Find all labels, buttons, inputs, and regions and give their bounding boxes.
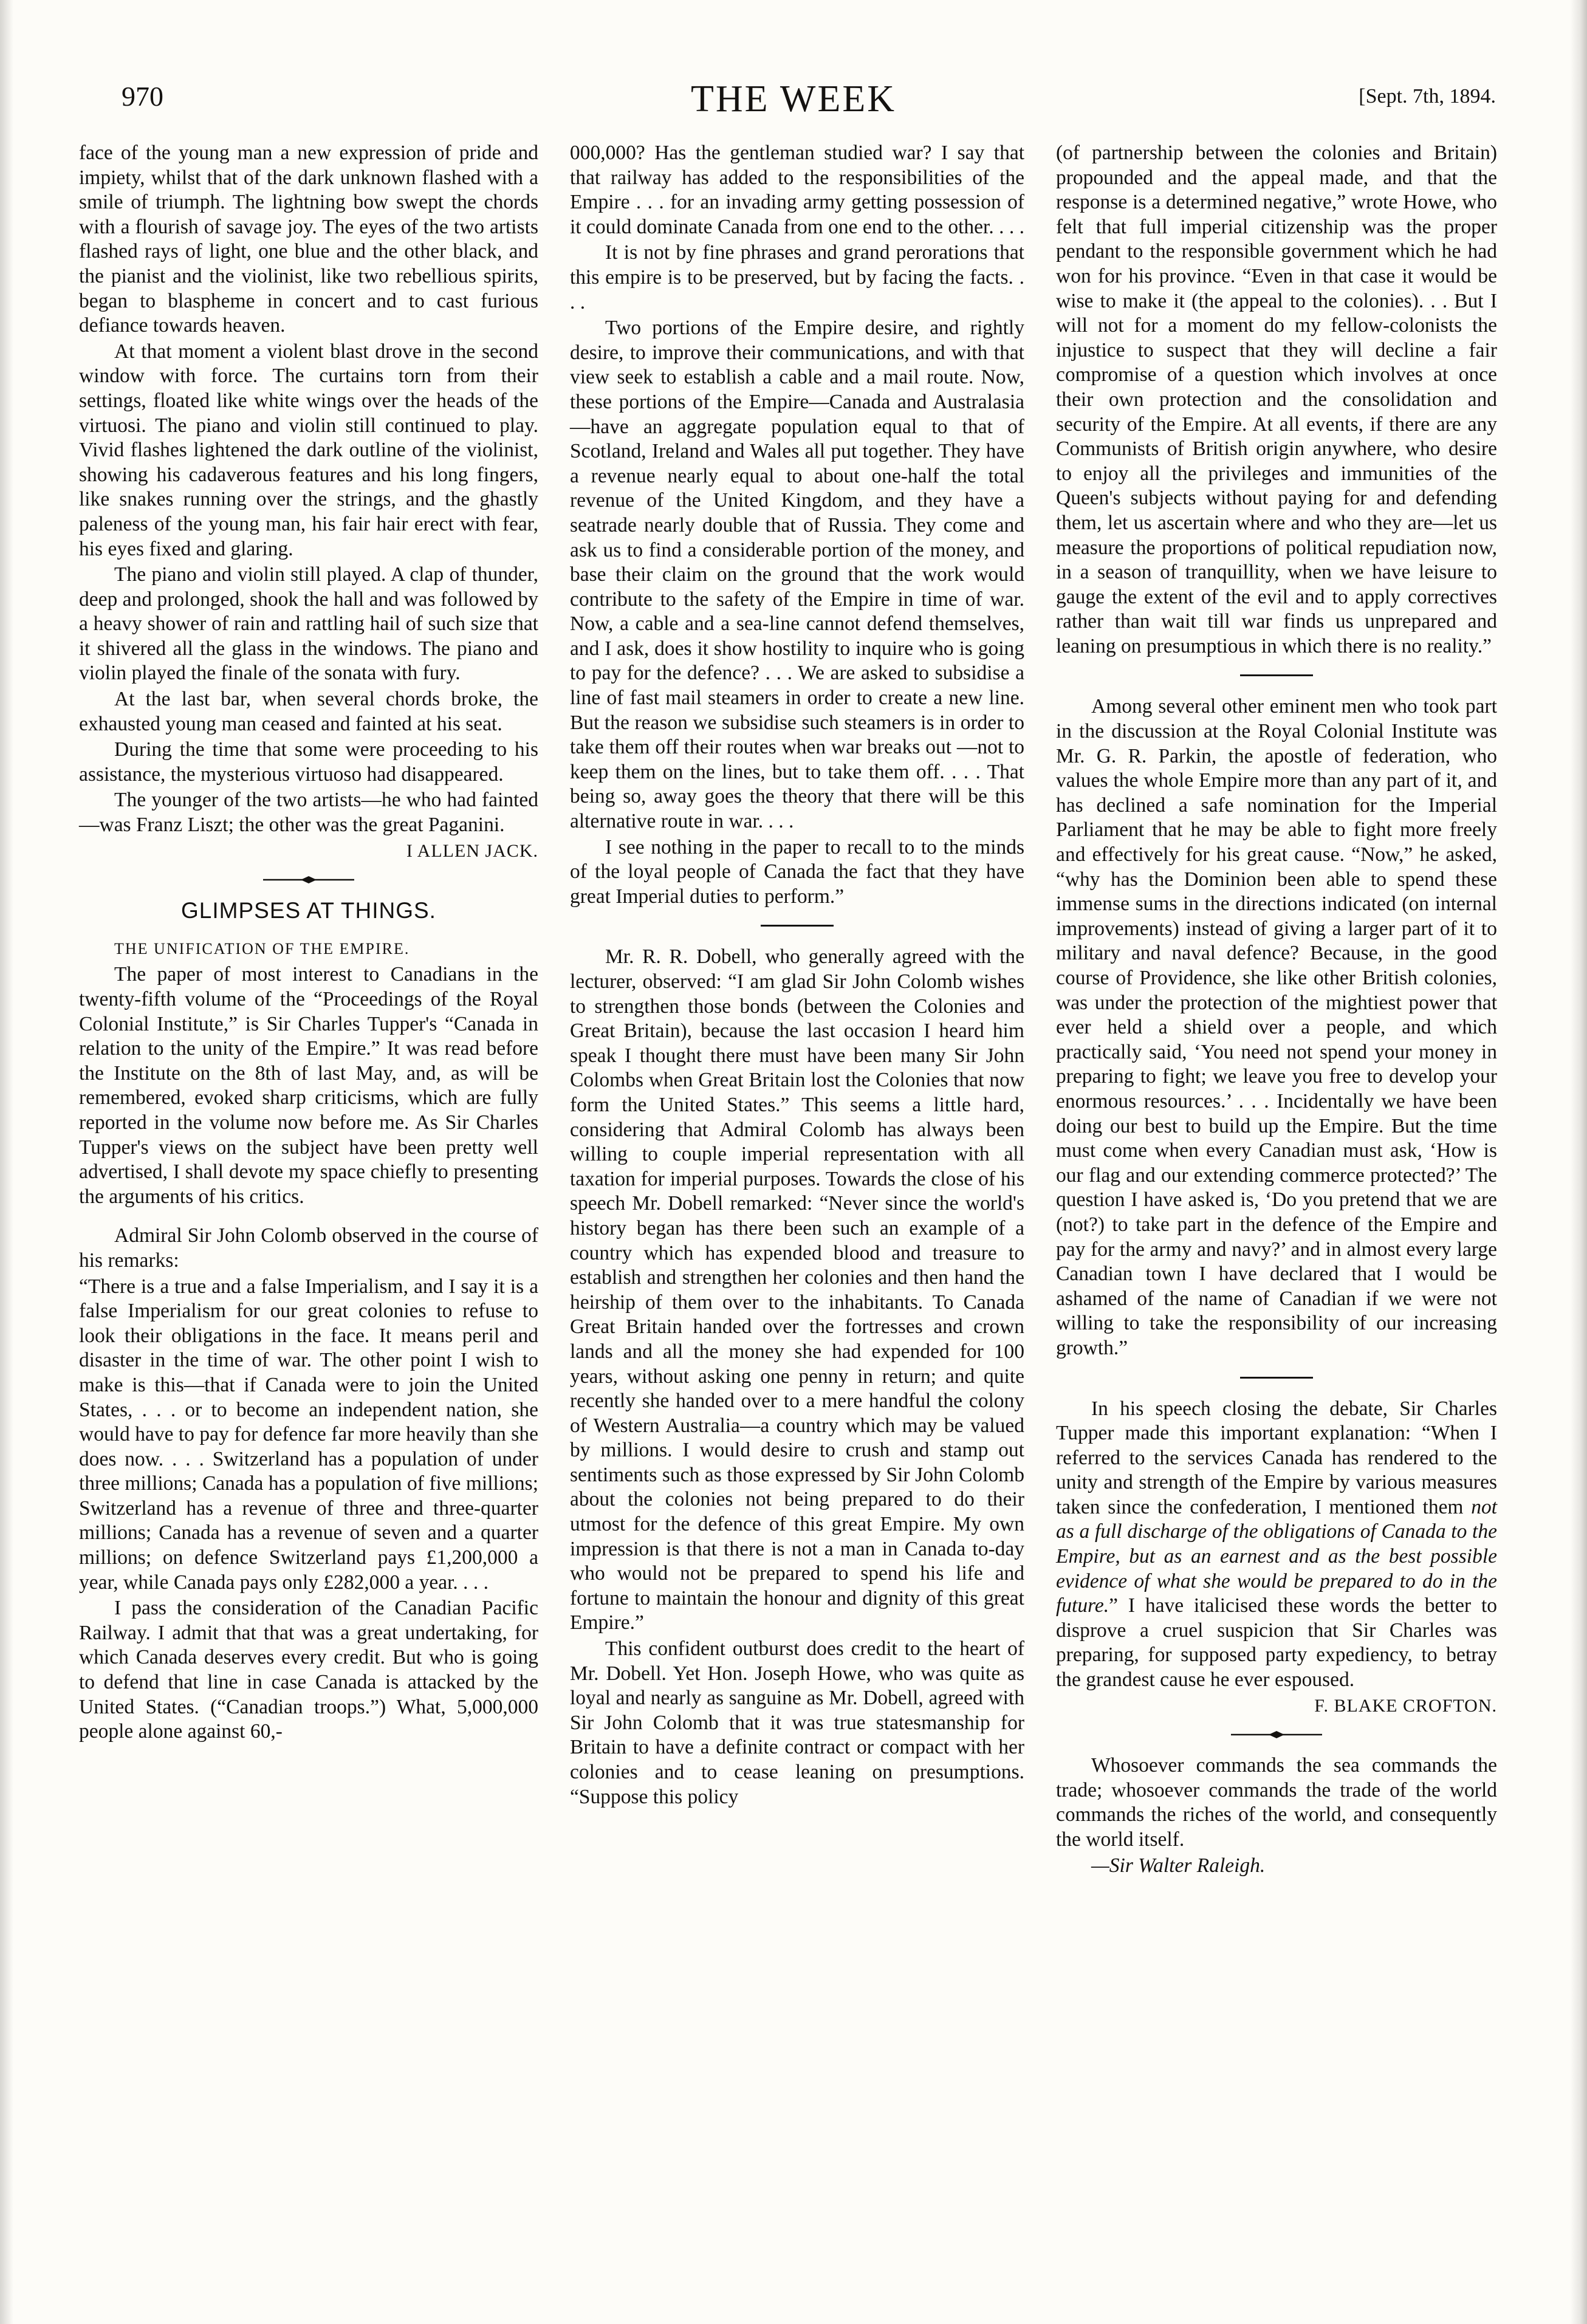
paragraph: At the last bar, when several chords broke, the exhausted young man ceased and fainted at his seat. (79, 688, 538, 735)
section-rule (1240, 674, 1313, 676)
section-rule (1240, 1377, 1313, 1379)
paragraph: Admiral Sir John Colomb observed in the course of his remarks: (79, 1224, 538, 1272)
paragraph: I pass the consideration of the Canadian Pacific Railway. I admit that that was a great undertaking, for which Canada deserves every credit. But who is going to defend that line in case Canada is attacked by the United States. (“Canadian troops.”) What, 5,000,000 people alone against 60,- (79, 1597, 538, 1743)
paragraph: (of partnership between the colonies and Britain) propounded and the appeal made, and that the response is a determined negative,” wrote Howe, who felt that full imperial citizenship was the proper pendant to the responsible government which he had won for his province. “Even in that case it would be wise to make it (the appeal to the colonies). . . But I will not for a moment do my fellow-colonists the injustice to suspect that they will decline a fair compromise of a question which involves at once their own protection and the consolidation and security of the Empire. At all events, if there are any Communists of British origin anywhere, who desire to enjoy all the privileges and immunities of the Queen's subjects without paying for and defending them, let us ascertain where and who they are—let us measure the proportions of political repudiation now, in a season of tranquillity, when we have leisure to gauge the extent of the evil and to apply correctives rather than wait till war finds us unprepared and leaning on presumptious in which there is no reality.” (1056, 142, 1497, 657)
issue-date: [Sept. 7th, 1894. (1359, 85, 1496, 108)
paragraph: Two portions of the Empire desire, and rightly desire, to improve their communications, and with that view seek to establish a cable and a mail route. Now, these portions of the Empire—Canada and Australasia—have an aggregate population equal to that of Scotland, Ireland and Wales all put together. They have a revenue nearly equal to about one-half the total revenue of the United Kingdom, and they have a seatrade nearly double that of Russia. They come and ask us to find a considerable portion of the money, and base their claim on the ground that the work would contribute to the safety of the Empire in time of war. Now, a cable and a sea-line cannot defend themselves, and I ask, does it show hostility to inquire who is going to pay for the defence? . . . We are asked to subsidise a line of fast mail steamers in order to create a new line. But the reason we subsidise such steamers is in order to take them off their routes when war breaks out —not to keep them on the lines, but to take them off. . . . That being so, away goes the theory that there will be this alternative route in war. . . . (570, 317, 1024, 833)
paragraph: At that moment a violent blast drove in the second window with force. The curtains torn from their settings, floated like white wings over the heads of the virtuosi. The piano and violin still continued to play. Vivid flashes lightened the dark outline of the violinist, showing his cadaverous features and his long fingers, like snakes running over the strings, and the ghastly paleness of the young man, his fair hair erect with fear, his eyes fixed and glaring. (79, 340, 538, 560)
epigraph-quote: Whosoever commands the sea commands the trade; whosoever commands the trade of the world commands the riches of the world, and consequently the world itself. (1056, 1754, 1497, 1851)
italicised-passage: not as a full discharge of the obligations of Canada to the Empire, but as an earnest and as the best possible evidence of what she would be prepared to do in the future. (1056, 1495, 1497, 1617)
page-header (0, 73, 1587, 128)
paragraph: During the time that some were proceeding to his assistance, the mysterious virtuoso had disappeared. (79, 738, 538, 786)
author-signature: F. BLAKE CROFTON. (1314, 1695, 1497, 1716)
author-signature: I ALLEN JACK. (406, 840, 538, 861)
ornament-divider (1231, 1730, 1322, 1739)
paragraph: Mr. R. R. Dobell, who generally agreed with the lecturer, observed: “I am glad Sir John Colomb wishes to strengthen those bonds (between the Colonies and Great Britain), because the last occasion I heard him speak I thought there must have been many Sir John Colombs when Great Britain lost the Colonies that now form the United States.” This seems a little hard, considering that Admiral Colomb has always been willing to couple imperial representation with all taxation for imperial purposes. Towards the close of his speech Mr. Dobell remarked: “Never since the world's history began has there been such an example of a country which has expended blood and treasure to establish and strengthen her colonies and then hand the heirship of them over to the inhabitants. To Canada Great Britain handed over the fortresses and crown lands and all the money she had expended for 100 years, without asking one penny in return; and quite recently she handed over to a mere handful the colony of Western Australia—a country which may be valued by millions. I would desire to crush and stamp out sentiments such as those expressed by Sir John Colomb about the colonies not being prepared to do their utmost for the defence of this great Empire. My own impression is that there is not a man in Canada to-day who would not be prepared to spend his life and fortune to maintain the honour and dignity of this great Empire.” (570, 945, 1024, 1634)
section-rule (761, 925, 834, 927)
page-edge-shadow-left (0, 0, 13, 2324)
paragraph: It is not by fine phrases and grand perorations that this empire is to be preserved, but by facing the facts. . . . (570, 241, 1024, 314)
column-1 (79, 141, 538, 1746)
paragraph: This confident outburst does credit to the heart of Mr. Dobell. Yet Hon. Joseph Howe, who was quite as loyal and nearly as sanguine as Mr. Dobell, agreed with Sir John Colomb that it was true statesmanship for Britain to have a definite contract or compact with her colonies and to cease leaning on presumptions. “Suppose this policy (570, 1637, 1024, 1808)
paragraph: Among several other eminent men who took part in the discussion at the Royal Colonial Institute was Mr. G. R. Parkin, the apostle of federation, who values the whole Empire more than any part of it, and has declined a safe nomination for the Imperial Parliament that he may be able to fight more freely and effectively for his great cause. “Now,” he asked, “why has the Dominion been able to spend these immense sums in the directions indicated (on internal improvements) instead of giving a larger part of it to military and naval defence? Because, in the good course of Providence, she like other British colonies, was under the protection of the mightiest power that ever held a shield over a people, and which practically said, ‘You need not spend your money in preparing to fight; we leave you free to develop your enormous resources.’ . . . Incidentally we have been doing our best to build up the Empire. But the time must come when every Canadian must ask, ‘How is our flag and our extending commerce protected?’ The question I have asked is, ‘Do you pretend that we are (not?) to take part in the defence of the Empire and pay for the army and navy?’ and in almost every large Canadian town I have declared that I would be ashamed of the name of Canadian if we were not willing to take the responsibility of our increasing growth.” (1056, 695, 1497, 1359)
paragraph: The piano and violin still played. A clap of thunder, deep and prolonged, shook the hall and was followed by a heavy shower of rain and rattling hail of such size that it shivered all the glass in the windows. The piano and violin played the finale of the sonata with fury. (79, 563, 538, 685)
paragraph: I see nothing in the paper to recall to to the minds of the loyal people of Canada the fact that they have great Imperial duties to perform.” (570, 835, 1024, 908)
page-number: 970 (122, 81, 163, 112)
paragraph: The younger of the two artists—he who had fainted—was Franz Liszt; the other was the great Paganini. (79, 789, 538, 837)
attribution-text: —Sir Walter Raleigh. (1091, 1854, 1266, 1877)
subsection-title: THE UNIFICATION OF THE EMPIRE. (114, 939, 410, 958)
paragraph: The paper of most interest to Canadians in the twenty-fifth volume of the “Proceedings of the Royal Colonial Institute,” is Sir Charles Tupper's “Canada in relation to the unity of the Empire.” It was read before the Institute on the 8th of last May, and, as will be remembered, evoked sharp criticisms, which are fully reported in the volume now before me. As Sir Charles Tupper's views on the subject have been pretty well advertised, I shall devote my space chiefly to presenting the arguments of his critics. (79, 963, 538, 1208)
paragraph: 000,000? Has the gentleman studied war? I say that that railway has added to the responsibilities of the Empire . . . for an invading army getting possession of it could dominate Canada from one end to the other. . . . (570, 142, 1024, 238)
paragraph-text: In his speech closing the debate, Sir Charles Tupper made this important explanation: “When I referred to the services Canada has rendered to the unity and strength of the Empire by various measures taken since the confederation, I mentioned them (1056, 1397, 1497, 1518)
publication-title: THE WEEK (691, 78, 896, 120)
paragraph: face of the young man a new expression of pride and impiety, whilst that of the dark unknown flashed with a smile of triumph. The lightning bow swept the chords with a flourish of savage joy. The eyes of the two artists flashed rays of light, one blue and the other black, and the pianist and the violinist, like two rebellious spirits, began to blaspheme in concert and to cast furious defiance towards heaven. (79, 142, 538, 337)
column-3 (1056, 141, 1497, 1879)
ornament-divider (263, 876, 354, 884)
paragraph (1056, 1397, 1497, 1693)
epigraph-attribution (1056, 1854, 1497, 1879)
page-edge-shadow-right (1570, 0, 1587, 2324)
paragraph-text: ” I have italicised these words the better to disprove a cruel suspicion that Sir Charles was preparing, for supposed party expediency, to betray the grandest cause he ever espoused. (1056, 1594, 1497, 1692)
column-2 (570, 141, 1024, 1811)
section-title: GLIMPSES AT THINGS. (181, 898, 436, 924)
quotation: “There is a true and a false Imperialism, and I say it is a false Imperialism for our great colonies to refuse to look their obligations in the face. It means peril and disaster in the time of war. The other point I wish to make is this—that if Canada were to join the United States, . . . or to become an independent nation, she would have to pay for defence far more heavily than she does now. . . . Switzerland has a population of under three millions; Canada has a population of five millions; Switzerland has a revenue of three and three-quarter millions; Canada has a revenue of seven and a quarter millions; on defence Switzerland pays £1,200,000 a year, while Canada pays only £282,000 a year. . . . (79, 1275, 538, 1594)
